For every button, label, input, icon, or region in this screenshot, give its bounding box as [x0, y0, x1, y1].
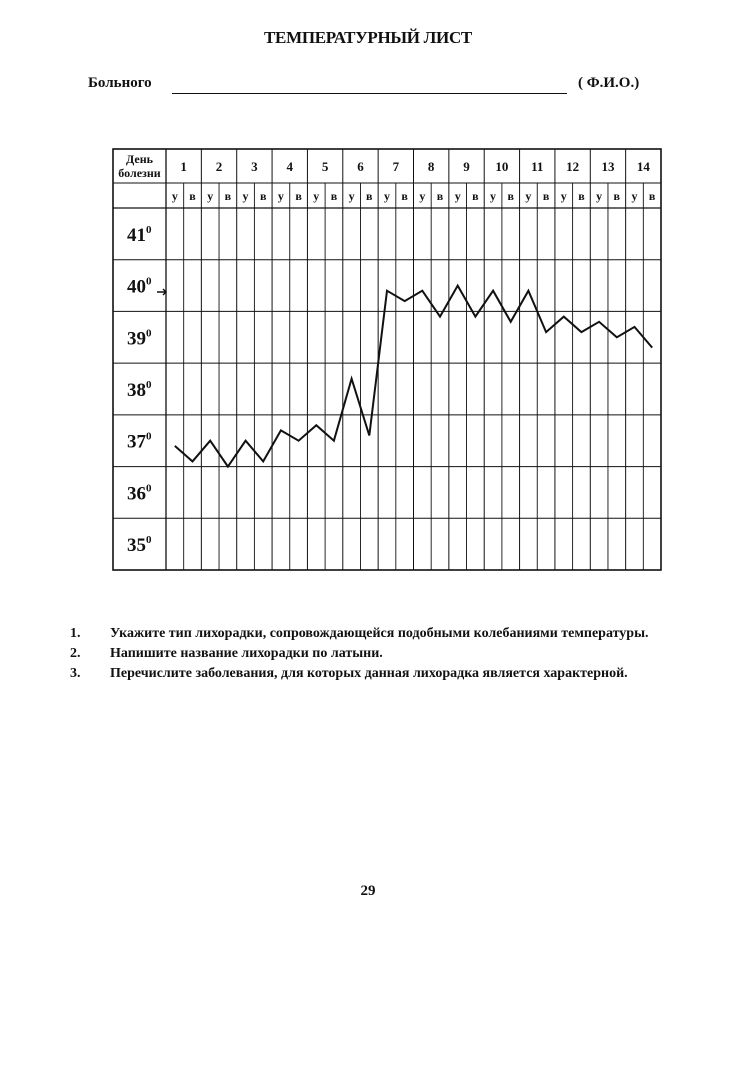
period-label: в [295, 189, 302, 203]
day-number-label: 10 [495, 159, 509, 174]
temperature-tick-label: $39^0$ [127, 327, 152, 350]
questions-list [70, 624, 670, 684]
day-number-label: 1 [180, 159, 187, 174]
period-label: в [542, 189, 550, 203]
page-title: ТЕМПЕРАТУРНЫЙ ЛИСТ [264, 28, 472, 47]
day-number-label: 13 [601, 159, 615, 174]
period-label: у [525, 189, 532, 203]
day-number-label: 12 [566, 159, 580, 174]
period-label: в [613, 189, 621, 203]
period-label: в [507, 189, 514, 203]
header-label-illness: болезни [118, 166, 161, 180]
period-label: у [207, 189, 214, 203]
period-label: в [189, 189, 196, 203]
question-number: 1. [70, 626, 81, 641]
question-item [70, 644, 670, 664]
question-item [70, 624, 670, 644]
period-label: в [472, 189, 479, 203]
day-number-label: 6 [357, 159, 364, 174]
period-label: у [313, 189, 320, 203]
period-label: у [277, 189, 284, 203]
day-number-label: 5 [321, 159, 329, 174]
temperature-tick-label: $35^0$ [127, 534, 152, 557]
temperature-tick-label: $41^0$ [127, 223, 152, 246]
day-number-label: 8 [427, 159, 435, 174]
period-label: в [330, 189, 338, 203]
period-label: в [648, 189, 656, 203]
question-number: 3. [70, 666, 81, 681]
period-label: у [348, 189, 355, 203]
patient-label: Больного [88, 75, 152, 91]
question-text: Напишите название лихорадки по латыни. [110, 646, 383, 661]
period-label: у [596, 189, 603, 203]
day-number-label: 4 [286, 159, 293, 174]
temperature-tick-label: $38^0$ [127, 379, 152, 401]
header-label-day: День [126, 152, 153, 166]
temperature-tick-label: $40^0$ [127, 275, 152, 298]
period-label: в [366, 189, 373, 203]
day-number-label: 11 [531, 159, 544, 174]
arrow-mark-icon [157, 289, 166, 295]
period-label: в [259, 189, 267, 203]
sheet-frame [113, 149, 661, 570]
day-number-label: 14 [636, 159, 650, 174]
question-text: Укажите тип лихорадки, сопровождающейся подобными колебаниями температуры. [110, 626, 649, 641]
day-number-label: 7 [392, 159, 400, 174]
temperature-tick-label: $37^0$ [127, 430, 152, 453]
day-number-label: 3 [251, 159, 258, 174]
question-text: Перечислите заболевания, для которых данная лихорадка является характерной. [110, 666, 628, 681]
period-label: у [560, 189, 567, 203]
period-label: у [454, 189, 461, 203]
period-label: у [383, 189, 390, 203]
period-label: в [401, 189, 408, 203]
period-label: у [490, 189, 497, 203]
day-number-label: 9 [463, 159, 470, 174]
question-item [70, 664, 670, 684]
period-label: у [631, 189, 638, 203]
period-label: в [224, 189, 232, 203]
period-label: в [578, 189, 585, 203]
day-number-label: 2 [215, 159, 223, 174]
period-label: в [436, 189, 444, 203]
patient-fio-label: ( Ф.И.О.) [578, 75, 640, 91]
temperature-tick-label: $36^0$ [127, 482, 152, 505]
period-label: у [171, 189, 178, 203]
period-label: у [242, 189, 249, 203]
period-label: у [419, 189, 426, 203]
page-number: 29 [360, 883, 376, 899]
question-number: 2. [70, 646, 81, 661]
